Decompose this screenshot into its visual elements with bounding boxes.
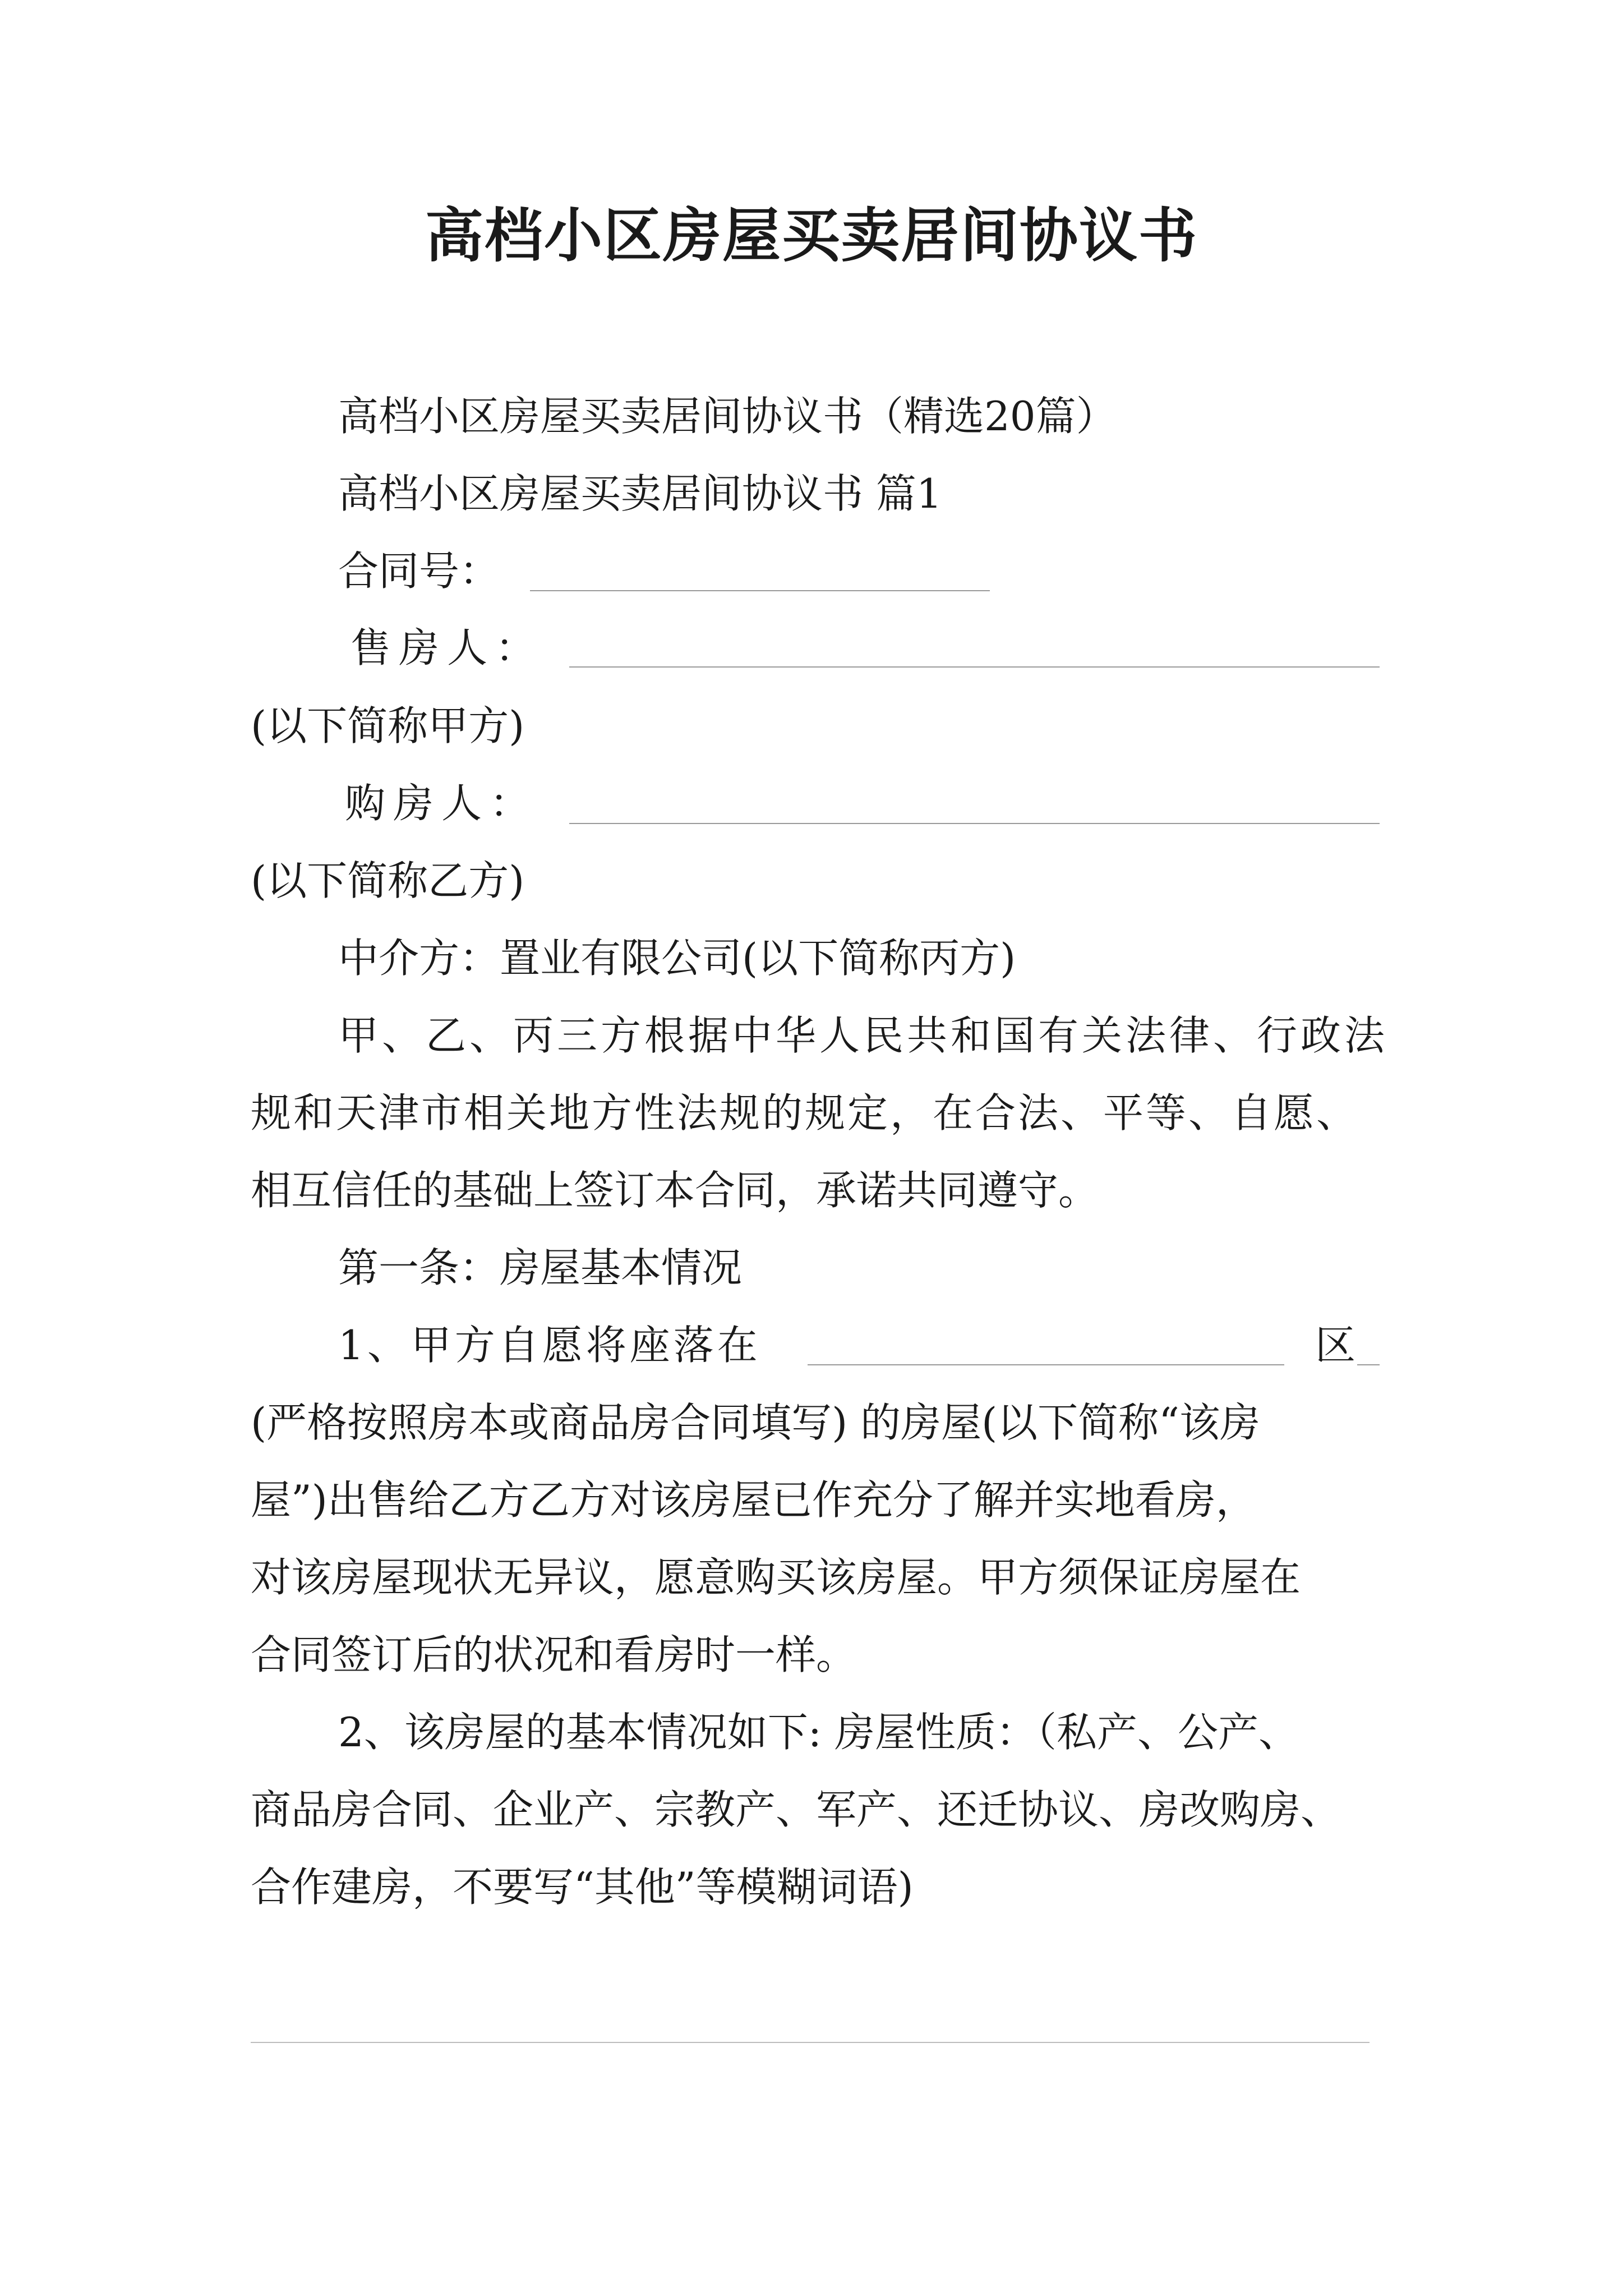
- clause-1-line-4: 对该房屋现状无异议，愿意购买该房屋。甲方须保证房屋在: [251, 1554, 1301, 1601]
- location-blank: [808, 1364, 1284, 1365]
- clause-2-line-3: 合作建房，不要写“其他”等模糊词语): [251, 1864, 914, 1911]
- agent-line: 中介方：置业有限公司(以下简称丙方): [338, 935, 1016, 982]
- clause-2-line-1: 2、该房屋的基本情况如下: 房屋性质：（私产、公产、: [338, 1709, 1299, 1756]
- buyer-blank: [569, 823, 1380, 824]
- preamble-line-3: 相互信任的基础上签订本合同，承诺共同遵守。: [251, 1167, 1099, 1214]
- district-blank: [1357, 1364, 1380, 1365]
- clause-1-line-2: (严格按照房本或商品房合同填写) 的房屋(以下简称“该房: [251, 1399, 1260, 1446]
- subtitle-part-1: 高档小区房屋买卖居间协议书 篇1: [338, 470, 942, 517]
- seller-alias: (以下简称甲方): [251, 702, 525, 749]
- seller-blank: [569, 666, 1380, 668]
- contract-number-blank: [530, 590, 990, 591]
- clause-2-line-2: 商品房合同、企业产、宗教产、军产、还迁协议、房改购房、: [251, 1786, 1341, 1833]
- document-title: 高档小区房屋买卖居间协议书: [425, 201, 1198, 270]
- subtitle-collection: 高档小区房屋买卖居间协议书（精选20篇）: [338, 393, 1117, 440]
- seller-label: 售房人：: [351, 624, 544, 671]
- page-footer-divider: [251, 2042, 1370, 2043]
- clause-1-lead: 1、甲方自愿将座落在: [338, 1322, 761, 1369]
- clause-1-line-3: 屋”)出售给乙方乙方对该房屋已作充分了解并实地看房，: [251, 1476, 1256, 1524]
- contract-number-label: 合同号：: [338, 547, 500, 595]
- preamble-line-1: 甲、乙、丙三方根据中华人民共和国有关法律、行政法: [338, 1012, 1389, 1059]
- clause-1-line-5: 合同签订后的状况和看房时一样。: [251, 1631, 857, 1678]
- buyer-alias: (以下简称乙方): [251, 857, 525, 904]
- buyer-label: 购房人：: [345, 780, 538, 827]
- preamble-line-2: 规和天津市相关地方性法规的规定，在合法、平等、自愿、: [251, 1089, 1359, 1137]
- article-1-heading: 第一条：房屋基本情况: [338, 1244, 743, 1291]
- district-label: 区: [1315, 1322, 1356, 1369]
